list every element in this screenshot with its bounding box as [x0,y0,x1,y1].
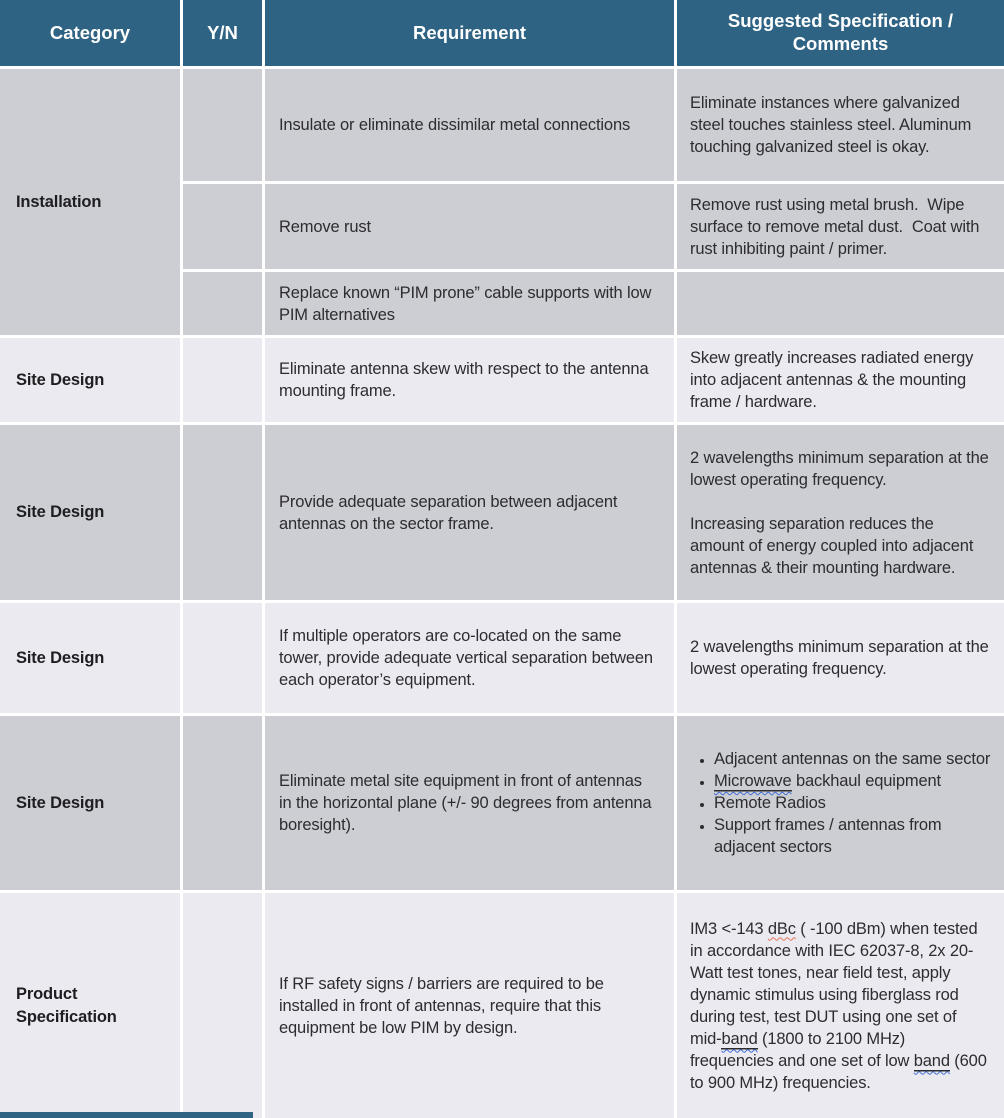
requirement-text: Eliminate antenna skew with respect to the antenna mounting frame. [279,360,653,400]
column-header-requirement: Requirement [265,0,674,66]
category-label: Product Specification [16,985,117,1026]
comment-text: 2 wavelengths minimum separation at the lowest operating frequency. [690,638,994,678]
requirement-cell [265,69,674,181]
yn-cell[interactable] [183,893,262,1118]
requirement-text: Replace known “PIM prone” cable supports with low PIM alternatives [279,283,656,324]
category-label: Installation [16,192,102,211]
yn-cell[interactable] [183,425,262,600]
requirement-cell [265,272,674,335]
next-section-partial-header-bar [0,1112,253,1118]
comment-cell [677,338,1004,422]
requirement-cell [265,716,674,890]
comment-cell-bullet-list [677,716,1004,890]
column-header-yn: Y/N [183,0,262,66]
yn-cell[interactable] [183,69,262,181]
column-header-category: Category [0,0,180,66]
comment-cell [677,425,1004,600]
category-cell-installation [0,69,180,335]
requirement-cell [265,338,674,422]
yn-cell[interactable] [183,184,262,269]
requirement-text: If RF safety signs / barriers are required to be installed in front of antennas, require that this equipment be low PIM by design. [279,974,609,1037]
category-label: Site Design [16,793,105,812]
category-cell-product-specification [0,893,180,1118]
comment-cell [677,603,1004,713]
category-label: Site Design [16,370,105,389]
comment-text: Remove rust using metal brush. Wipe surface to remove metal dust. Coat with rust inhibiting paint / primer. [690,195,984,258]
requirement-text: If multiple operators are co-located on the same tower, provide adequate vertical separation between each operator’s equipment. [279,627,658,689]
category-cell-site-design [0,716,180,890]
requirement-cell [265,184,674,269]
comment-text: IM3 <-143 dBc ( -100 dBm) when tested in accordance with IEC 62037-8, 2x 20-Watt test tones, near field test, apply dynamic stimulus using fiberglass rod during test, test DUT using one set of mid-band (1800 to 2100 MHz) frequencies and one set of low band (600 to 900 MHz) frequencies. [690,919,992,1092]
yn-cell[interactable] [183,716,262,890]
category-cell-site-design [0,338,180,422]
comment-cell [677,893,1004,1118]
requirement-cell [265,893,674,1118]
category-cell-site-design [0,603,180,713]
comment-text: 2 wavelengths minimum separation at the lowest operating frequency. Increasing separation reduces the amount of energy coupled into adjacent antennas & their mounting hardware. [690,448,994,577]
comment-cell [677,69,1004,181]
yn-cell[interactable] [183,603,262,713]
category-cell-site-design [0,425,180,600]
requirement-cell [265,603,674,713]
requirement-text: Provide adequate separation between adjacent antennas on the sector frame. [279,492,622,533]
yn-cell[interactable] [183,338,262,422]
comment-text: Skew greatly increases radiated energy into adjacent antennas & the mounting frame / hardware. [690,349,978,411]
bullet-list: • Adjacent antennas on the same sector • Microwave backhaul equipment • Remote Radios • Support frames / antennas from adjacent sectors [690,748,992,858]
comment-cell-empty [677,272,1004,335]
column-header-comments: Suggested Specification / Comments [677,0,1004,66]
requirement-text: Eliminate metal site equipment in front of antennas in the horizontal plane (+/- 90 degrees from antenna boresight). [279,772,656,834]
category-label: Site Design [16,648,105,667]
category-label: Site Design [16,503,105,522]
comment-text: Eliminate instances where galvanized steel touches stainless steel. Aluminum touching galvanized steel is okay. [690,94,976,156]
yn-cell[interactable] [183,272,262,335]
requirement-text: Remove rust [279,217,371,236]
comment-cell [677,184,1004,269]
requirement-text: Insulate or eliminate dissimilar metal connections [279,116,631,134]
requirement-cell [265,425,674,600]
